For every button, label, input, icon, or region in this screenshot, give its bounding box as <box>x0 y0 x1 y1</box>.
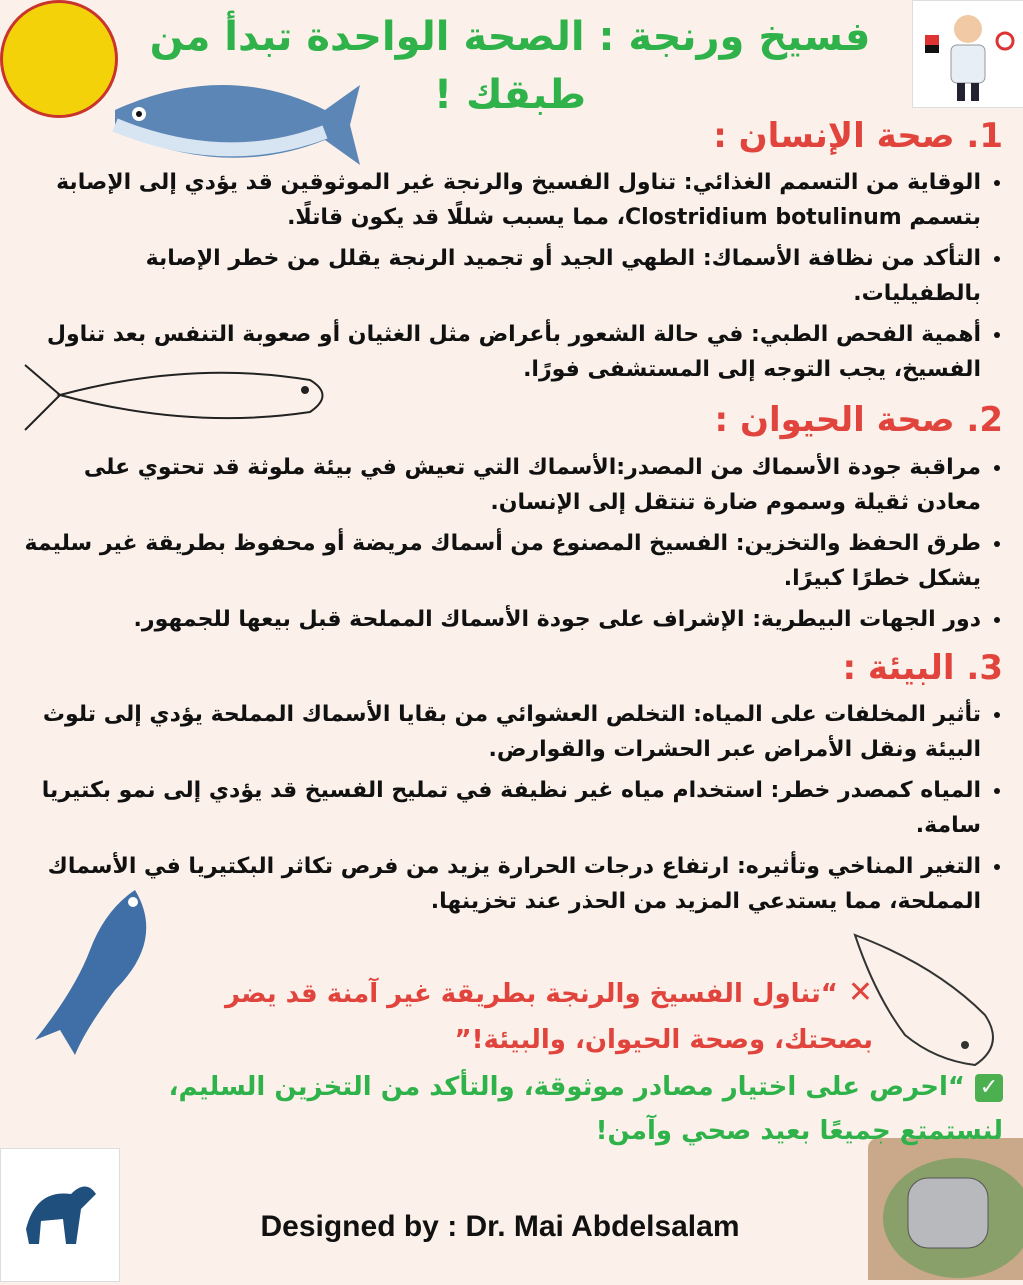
herring-dish-illustration <box>868 1138 1023 1280</box>
designer-credit: Designed by : Dr. Mai Abdelsalam <box>260 1210 740 1243</box>
list-item: • أهمية الفحص الطبي: في حالة الشعور بأعراض مثل الغثيان أو صعوبة التنفس بعد تناول الفسيخ، يجب التوجه إلى المستشفى فورًا. <box>21 317 981 387</box>
tip-message <box>153 1065 1003 1153</box>
list-item: • طرق الحفظ والتخزين: الفسيخ المصنوع من أسماك مريضة أو محفوظ بطريقة غير سليمة يشكل خطرًا كبيرًا. <box>21 526 981 596</box>
list-item: • دور الجهات البيطرية: الإشراف على جودة الأسماك المملحة قبل بيعها للجمهور. <box>21 602 981 637</box>
doctor-illustration <box>913 1 1023 107</box>
section-heading-environment: 3. البيئة : <box>842 648 1003 688</box>
list-item: • التأكد من نظافة الأسماك: الطهي الجيد أو تجميد الرنجة يقلل من خطر الإصابة بالطفيليات. <box>21 241 981 311</box>
list-item: • تأثير المخلفات على المياه: التخلص العشوائي من بقايا الأسماك المملحة يؤدي إلى تلوث البيئة ونقل الأمراض عبر الحشرات والقوارض. <box>21 697 981 767</box>
vet-organization-logo <box>912 0 1023 108</box>
list-item: • التغير المناخي وتأثيره: ارتفاع درجات الحرارة يزيد من فرص تكاثر البكتيريا في الأسماك المملحة، مما يستدعي المزيد من الحذر عند تخزينها. <box>21 849 981 919</box>
page-title: فسيخ ورنجة : الصحة الواحدة تبدأ من طبقك ! <box>149 14 871 118</box>
human-health-list <box>21 165 1003 393</box>
list-item: • المياه كمصدر خطر: استخدام مياه غير نظيفة في تمليح الفسيخ قد يؤدي إلى نمو بكتيريا سامة. <box>21 773 981 843</box>
warning-text: “تناول الفسيخ والرنجة بطريقة غير آمنة قد يضر بصحتك، وصحة الحيوان، والبيئة!” <box>225 979 873 1055</box>
warning-message <box>173 970 873 1063</box>
herring-dish-photo <box>868 1138 1023 1280</box>
check-box-icon: ✓ <box>975 1074 1003 1102</box>
environment-list <box>21 697 1003 925</box>
section-heading-animal-health: 2. صحة الحيوان : <box>714 400 1003 440</box>
cross-mark-icon: ✕ <box>847 975 873 1010</box>
directorate-logo <box>0 0 118 118</box>
animal-health-list <box>21 450 1003 643</box>
tip-text: “احرص على اختيار مصادر موثوقة، والتأكد من التخزين السليم، لنستمتع جميعًا بعيد صحي وآمن! <box>168 1072 1003 1146</box>
list-item: • الوقاية من التسمم الغذائي: تناول الفسيخ والرنجة غير الموثوقين قد يؤدي إلى الإصابة بتسمم Clostridium botulinum، مما يسبب شللًا قد يكون قاتلًا. <box>21 165 981 235</box>
section-heading-human-health: 1. صحة الإنسان : <box>713 116 1003 156</box>
list-item: • مراقبة جودة الأسماك من المصدر:الأسماك التي تعيش في بيئة ملوثة قد تحتوي على معادن ثقيلة وسموم ضارة تنتقل إلى الإنسان. <box>21 450 981 520</box>
